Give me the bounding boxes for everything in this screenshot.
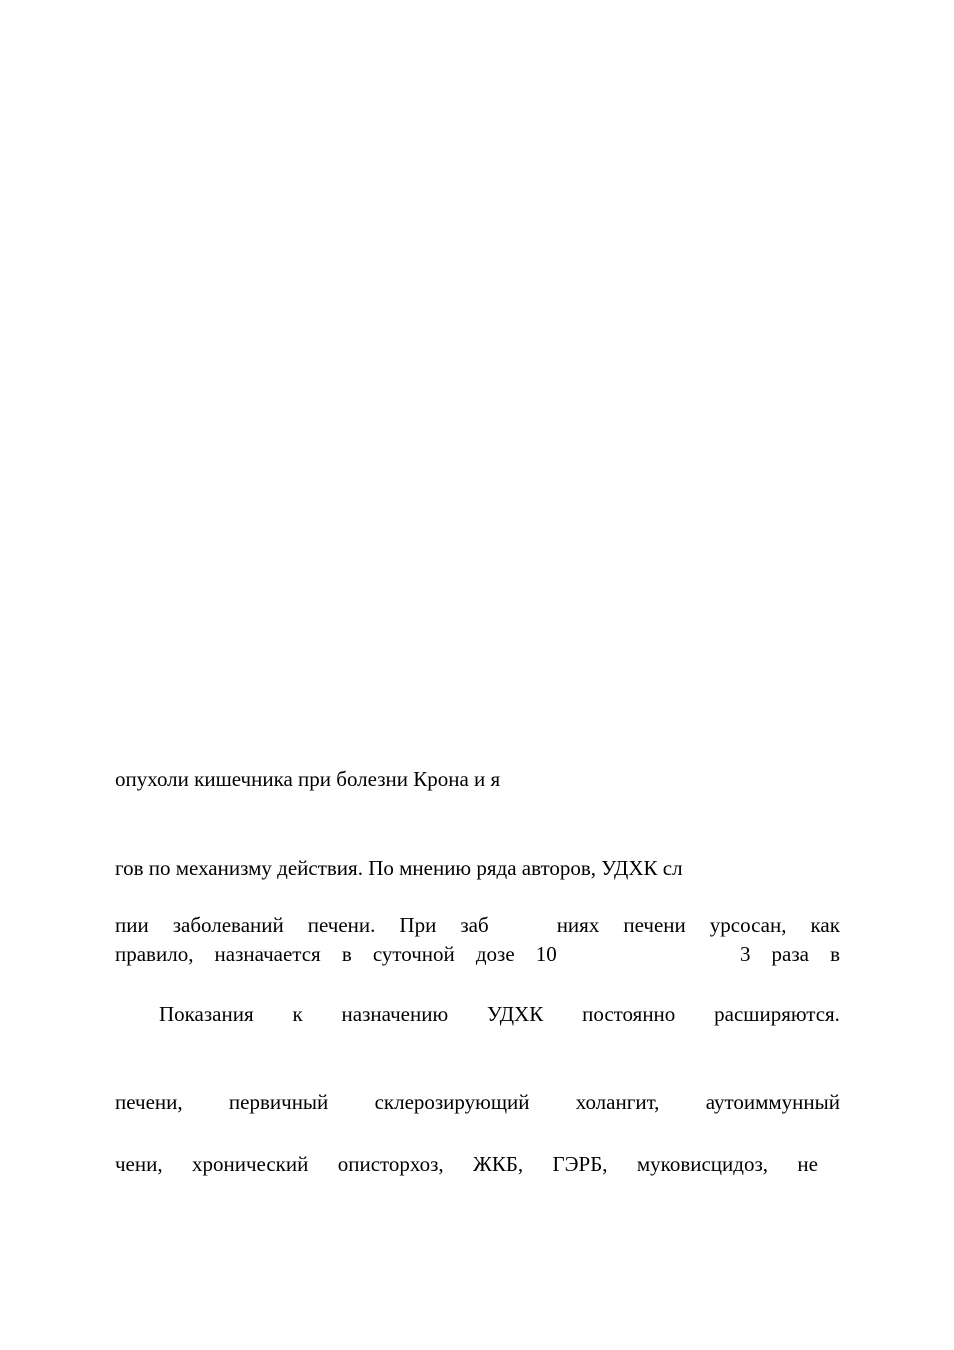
text-line-2 (115, 856, 683, 880)
word: назначению (341, 1002, 449, 1026)
gap (513, 913, 533, 937)
word: постоянно (582, 1002, 676, 1026)
text-line-4 (115, 942, 840, 966)
word: муковисцидоз, (636, 1152, 768, 1176)
word: заб (460, 913, 489, 937)
gap (659, 942, 719, 966)
gap (578, 942, 638, 966)
word: расширяются. (714, 1002, 840, 1026)
word: аутоиммунный (705, 1090, 840, 1114)
word: в (341, 942, 352, 966)
word: урсосан, (709, 913, 787, 937)
word: дозе (475, 942, 515, 966)
word: описторхоз, (337, 1152, 444, 1176)
text-line-6 (115, 1090, 840, 1114)
line-text: гов по механизму действия. По мнению ряда авторов, УДХК сл (115, 856, 683, 880)
word: раза (771, 942, 809, 966)
word: печени, (115, 1090, 183, 1114)
word: 3 (739, 942, 751, 966)
word: хронический (191, 1152, 309, 1176)
text-line-3 (115, 913, 840, 937)
word: Показания (159, 1002, 254, 1026)
word: При (399, 913, 437, 937)
word: назначается (214, 942, 321, 966)
word: холангит, (575, 1090, 660, 1114)
word: печени (623, 913, 686, 937)
word: печени. (307, 913, 376, 937)
word: УДХК (486, 1002, 544, 1026)
text-line-5 (159, 1002, 840, 1026)
word: ЖКБ, (473, 1152, 524, 1176)
word: суточной (372, 942, 455, 966)
text-line-7 (115, 1152, 818, 1176)
word: как (810, 913, 840, 937)
word: правило, (115, 942, 194, 966)
line-text: опухоли кишечника при болезни Крона и я (115, 767, 501, 791)
word: пии (115, 913, 149, 937)
word: первичный (228, 1090, 329, 1114)
word: не (797, 1152, 818, 1176)
word: 10 (535, 942, 557, 966)
word: к (292, 1002, 303, 1026)
text-line-1 (115, 767, 500, 791)
word: ниях (556, 913, 600, 937)
word: ГЭРБ, (552, 1152, 608, 1176)
word: в (830, 942, 840, 966)
word: чени, (115, 1152, 163, 1176)
word: заболеваний (172, 913, 284, 937)
word: склерозирующий (374, 1090, 530, 1114)
